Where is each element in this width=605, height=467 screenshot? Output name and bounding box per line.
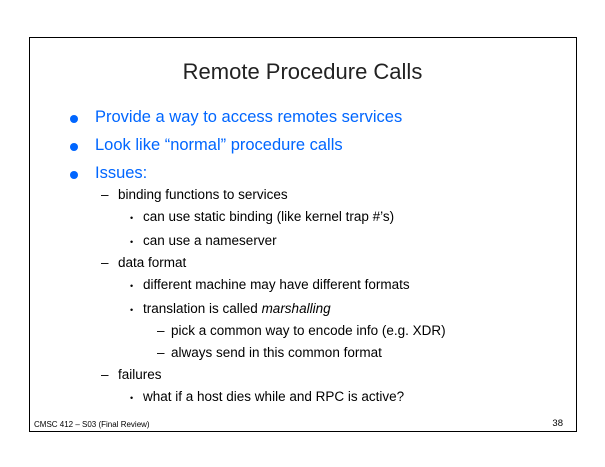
failures-host-dies: what if a host dies while and RPC is active? (143, 389, 405, 404)
issue-data-format: data format (118, 255, 187, 270)
dash-marker: – (101, 255, 109, 270)
binding-static: can use static binding (like kernel trap #’s) (143, 209, 395, 224)
small-bullet: • (130, 393, 134, 403)
marshalling-prefix: translation is called (143, 301, 262, 316)
marshalling-encode: pick a common way to encode info (e.g. XDR) (171, 323, 446, 338)
bullet-dot (70, 171, 78, 179)
marshalling-send: always send in this common format (171, 345, 382, 360)
issue-binding: binding functions to services (118, 187, 288, 202)
bullet-normal-calls: Look like “normal” procedure calls (95, 136, 343, 154)
format-marshalling (143, 301, 331, 316)
binding-nameserver: can use a nameserver (143, 233, 277, 248)
dash-marker: – (101, 187, 109, 202)
small-bullet: • (130, 305, 134, 315)
bullet-access-remote: Provide a way to access remotes services (95, 108, 403, 126)
bullet-issues: Issues: (95, 164, 148, 182)
small-bullet: • (130, 213, 134, 223)
slide-title: Remote Procedure Calls (182, 59, 423, 84)
slide-footer: CMSC 412 – S03 (Final Review) (34, 420, 150, 429)
dash-marker: – (157, 345, 165, 360)
dash-marker: – (157, 323, 165, 338)
small-bullet: • (130, 281, 134, 291)
small-bullet: • (130, 237, 134, 247)
bullet-dot (70, 115, 78, 123)
bullet-dot (70, 143, 78, 151)
slide-frame (29, 37, 577, 432)
issue-failures: failures (118, 367, 162, 382)
dash-marker: – (101, 367, 109, 382)
format-different: different machine may have different formats (143, 277, 410, 292)
marshalling-term: marshalling (261, 301, 331, 316)
page-number: 38 (552, 418, 563, 429)
